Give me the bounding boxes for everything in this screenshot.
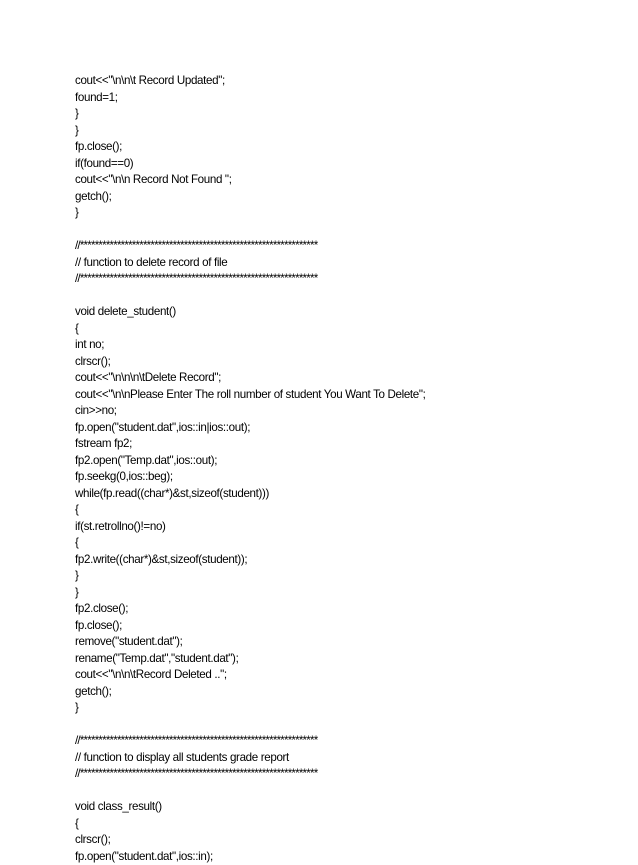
code-line: //**************************************************************** — [75, 238, 615, 255]
code-line: fp2.close(); — [75, 601, 615, 618]
code-line: // function to display all students grade report — [75, 750, 615, 767]
code-line: } — [75, 205, 615, 222]
code-line: //**************************************************************** — [75, 271, 615, 288]
code-line: cout<<"\n\n Record Not Found "; — [75, 172, 615, 189]
code-line: fp2.open("Temp.dat",ios::out); — [75, 453, 615, 470]
blank-line — [75, 717, 615, 734]
code-line: fp.close(); — [75, 139, 615, 156]
code-line: fstream fp2; — [75, 436, 615, 453]
code-line: while(fp.read((char*)&st,sizeof(student))) — [75, 486, 615, 503]
code-line: } — [75, 123, 615, 140]
code-line: rename("Temp.dat","student.dat"); — [75, 651, 615, 668]
code-line: if(st.retrollno()!=no) — [75, 519, 615, 536]
code-line: //**************************************************************** — [75, 766, 615, 783]
code-line: fp.open("student.dat",ios::in); — [75, 849, 615, 865]
code-line: // function to delete record of file — [75, 255, 615, 272]
code-line: { — [75, 502, 615, 519]
code-line: //**************************************************************** — [75, 733, 615, 750]
code-line: } — [75, 585, 615, 602]
code-line: cin>>no; — [75, 403, 615, 420]
code-line: } — [75, 700, 615, 717]
code-line: cout<<"\n\n\tRecord Deleted .."; — [75, 667, 615, 684]
code-line: void delete_student() — [75, 304, 615, 321]
code-line: cout<<"\n\n\n\tDelete Record"; — [75, 370, 615, 387]
code-line: cout<<"\n\nPlease Enter The roll number of student You Want To Delete"; — [75, 387, 615, 404]
code-line: fp.seekg(0,ios::beg); — [75, 469, 615, 486]
code-line: { — [75, 321, 615, 338]
code-line: } — [75, 106, 615, 123]
blank-line — [75, 222, 615, 239]
code-line: int no; — [75, 337, 615, 354]
blank-line — [75, 288, 615, 305]
code-line: if(found==0) — [75, 156, 615, 173]
code-line: { — [75, 535, 615, 552]
code-line: remove("student.dat"); — [75, 634, 615, 651]
code-line: clrscr(); — [75, 354, 615, 371]
code-line: { — [75, 816, 615, 833]
code-line: cout<<"\n\n\t Record Updated"; — [75, 73, 615, 90]
code-line: getch(); — [75, 189, 615, 206]
code-line: fp.close(); — [75, 618, 615, 635]
code-line: } — [75, 568, 615, 585]
code-line: fp.open("student.dat",ios::in|ios::out); — [75, 420, 615, 437]
code-line: void class_result() — [75, 799, 615, 816]
code-line: found=1; — [75, 90, 615, 107]
code-line: fp2.write((char*)&st,sizeof(student)); — [75, 552, 615, 569]
blank-line — [75, 783, 615, 800]
code-line: getch(); — [75, 684, 615, 701]
code-line: clrscr(); — [75, 832, 615, 849]
code-listing — [75, 73, 615, 865]
